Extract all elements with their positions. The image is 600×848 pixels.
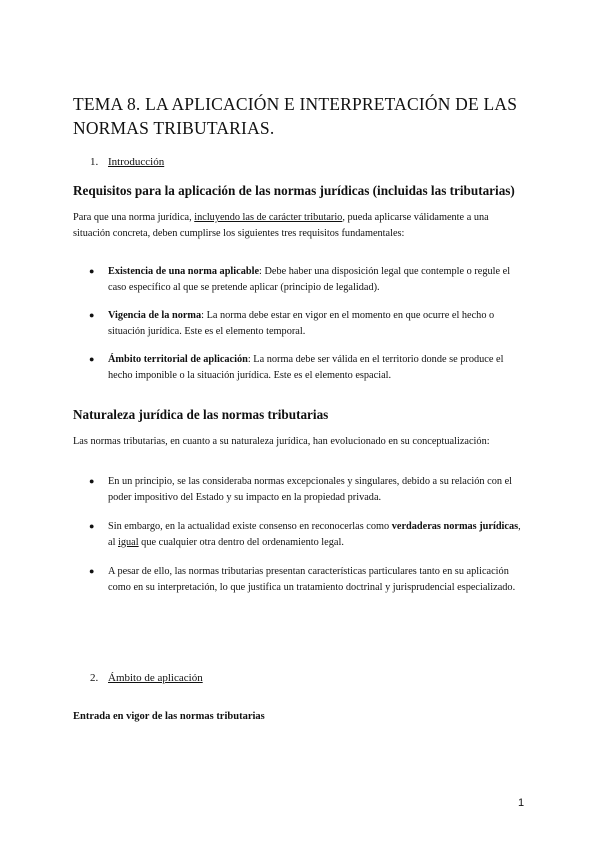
naturaleza-item-text: A pesar de ello, las normas tributarias presentan características particulares tanto en su aplicación como en su interpretación, lo que justifica un tratamiento doctrinal y jurisprudencial especializado. <box>108 566 516 593</box>
naturaleza-item-text-b: , al <box>108 521 521 548</box>
requisito-bold: Vigencia de la norma <box>108 310 202 321</box>
list-item <box>89 564 529 595</box>
page-number: 1 <box>518 797 525 809</box>
heading-requisitos: Requisitos para la aplicación de las normas jurídicas (incluidas las tributarias) <box>73 183 515 198</box>
intro-text-before: Para que una norma jurídica, <box>73 212 195 223</box>
naturaleza-paragraph: Las normas tributarias, en cuanto a su naturaleza jurídica, han evolucionado en su conceptualización: <box>73 436 490 447</box>
requisito-bold: Existencia de una norma aplicable <box>108 266 260 277</box>
naturaleza-item-text-a: Sin embargo, en la actualidad existe consenso en reconocerlas como <box>108 521 392 532</box>
naturaleza-item-text: En un principio, se las consideraba normas excepcionales y singulares, debido a su relación con el poder impositivo del Estado y su impacto en la propiedad privada. <box>108 476 513 503</box>
section-1-label: Introducción <box>108 156 165 168</box>
list-item <box>89 474 529 505</box>
list-item <box>89 264 529 295</box>
naturaleza-list <box>89 474 529 595</box>
bullet-icon: ● <box>89 566 95 576</box>
bullet-icon: ● <box>89 354 95 364</box>
list-item <box>89 308 529 339</box>
heading-naturaleza: Naturaleza jurídica de las normas tributarias <box>73 407 329 422</box>
list-item <box>89 352 529 383</box>
list-item <box>89 519 529 550</box>
requisito-text: : Debe haber una disposición legal que contemple o regule el caso específico al que se pretende aplicar (principio de legalidad). <box>108 266 511 293</box>
intro-text-after: , pueda aplicarse válidamente a una situación concreta, deben cumplirse los siguientes tres requisitos fundamentales: <box>73 212 489 239</box>
bullet-icon: ● <box>89 310 95 320</box>
section-2-number: 2. <box>90 672 99 684</box>
document-title: TEMA 8. LA APLICACIÓN E INTERPRETACIÓN DE LAS NORMAS TRIBUTARIAS. <box>73 94 518 138</box>
section-1-number: 1. <box>90 156 99 168</box>
section-1-heading <box>90 155 164 169</box>
bullet-icon: ● <box>89 476 95 486</box>
intro-underlined: incluyendo las de carácter tributario <box>194 212 343 223</box>
heading-entrada-vigor: Entrada en vigor de las normas tributarias <box>73 711 265 722</box>
requisito-bold: Ámbito territorial de aplicación <box>108 354 248 365</box>
naturaleza-item-underlined: igual <box>118 536 139 548</box>
intro-paragraph <box>73 210 528 242</box>
section-2-label: Ámbito de aplicación <box>108 672 203 684</box>
naturaleza-item-bold: verdaderas normas jurídicas <box>391 521 519 532</box>
requisito-text: : La norma debe estar en vigor en el momento en que ocurre el hecho o situación jurídica. Este es el elemento temporal. <box>108 310 495 337</box>
section-2-heading <box>90 671 203 685</box>
naturaleza-item-text-c: que cualquier otra dentro del ordenamiento legal. <box>138 536 344 548</box>
requisito-text: : La norma debe ser válida en el territorio donde se produce el hecho imponible o la situación jurídica. Este es el elemento espacial. <box>108 354 504 381</box>
bullet-icon: ● <box>89 521 95 531</box>
requisitos-list <box>89 264 529 383</box>
bullet-icon: ● <box>89 266 95 276</box>
